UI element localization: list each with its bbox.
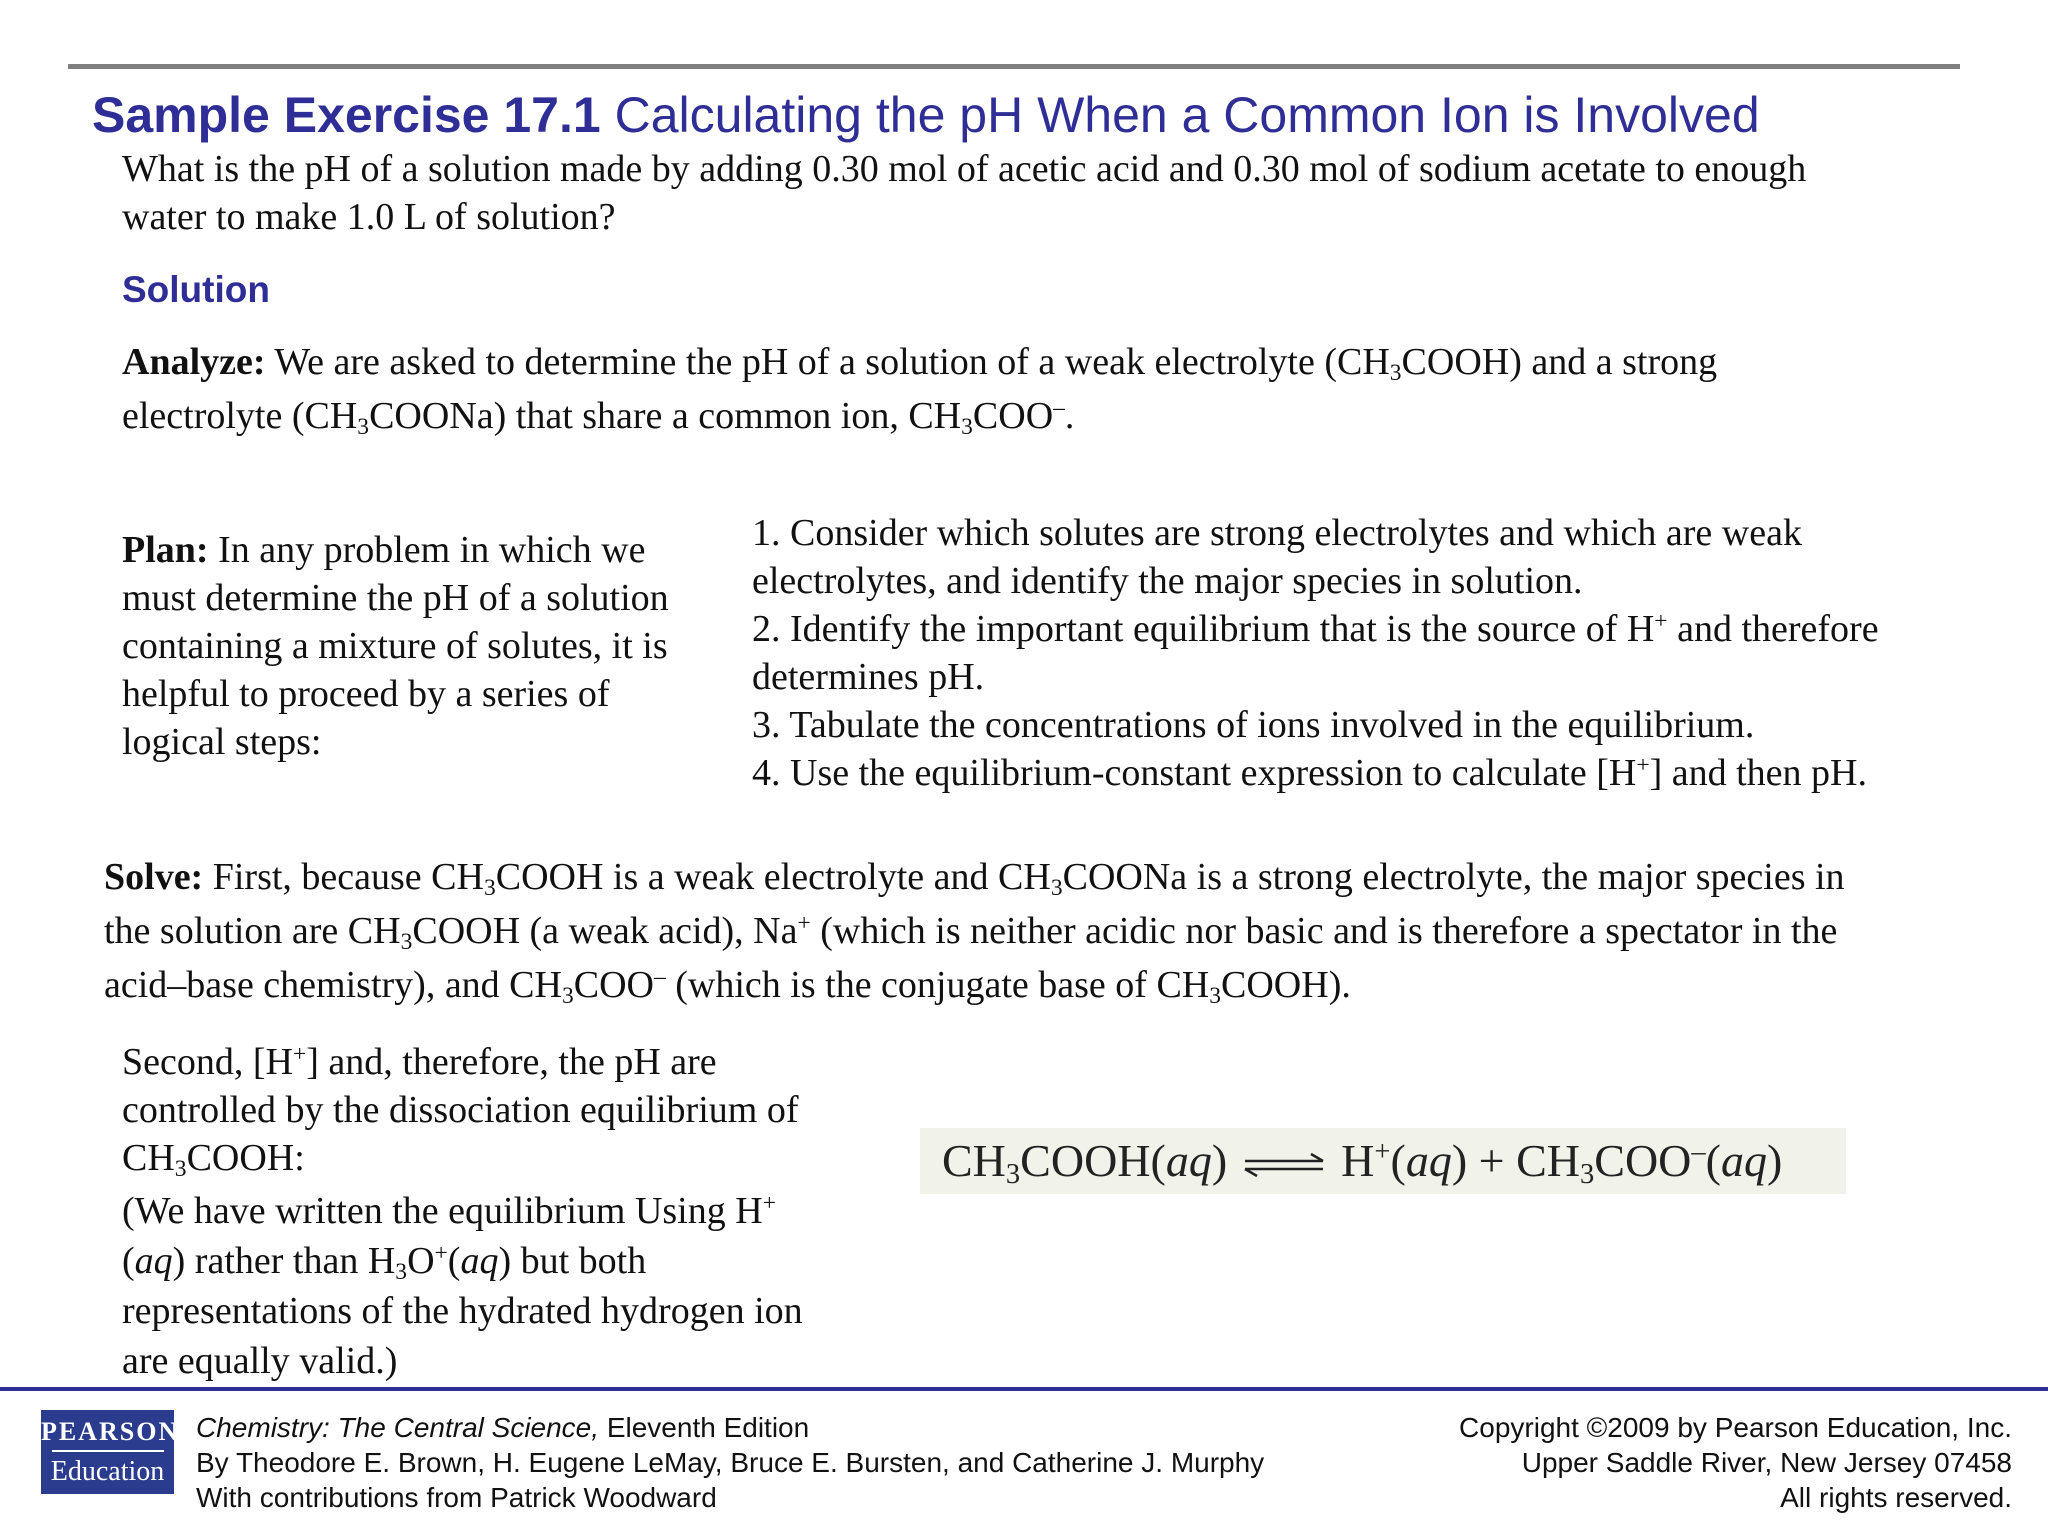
- eq-text: CH: [1516, 1135, 1581, 1186]
- footer-book: [196, 1410, 1264, 1445]
- equilibrium-arrow-icon: [1241, 1152, 1327, 1178]
- superscript: –: [1053, 395, 1065, 422]
- superscript: –: [653, 964, 666, 991]
- second-text: Second, [H: [122, 1041, 293, 1083]
- step-text: and therefore determines pH.: [752, 608, 1879, 698]
- subscript: 3: [1209, 982, 1222, 1009]
- second-text: ] and, therefore, the pH are controlled by the dissociation equilibrium of CH: [122, 1041, 799, 1179]
- superscript: +: [1636, 752, 1650, 779]
- note-text: (We have written the equilibrium Using H: [122, 1190, 763, 1232]
- eq-plus: +: [1478, 1135, 1505, 1186]
- solve-text: (which is neither acidic nor basic and is therefore a spectator in the acid–base chemistry), and CH: [104, 910, 1838, 1006]
- superscript: +: [1654, 608, 1668, 635]
- analyze-text: COOH) and a strong electrolyte (CH: [122, 341, 1718, 437]
- eq-italic: aq: [1721, 1135, 1767, 1186]
- eq-text: CH: [942, 1135, 1006, 1186]
- page-title: [92, 84, 1760, 146]
- superscript: +: [292, 1041, 307, 1068]
- equilibrium-equation: $CH_3COOH(aq) H^+(aq) + CH_3COO^-(aq)$: [920, 1128, 1846, 1194]
- solve-text: COO: [573, 964, 654, 1006]
- eq-text: COO: [1594, 1135, 1692, 1186]
- superscript: +: [434, 1240, 448, 1267]
- second-paragraph: [122, 1038, 842, 1182]
- title-exercise-number: Sample Exercise 17.1: [92, 87, 601, 143]
- subscript: 3: [1050, 874, 1063, 901]
- footer-divider: [0, 1387, 2048, 1391]
- analyze-text: .: [1064, 395, 1075, 437]
- solve-paragraph: [104, 850, 1884, 1012]
- logo-text-top: PEARSON: [41, 1417, 180, 1446]
- analyze-label: Analyze:: [122, 341, 266, 383]
- footer-edition: Eleventh Edition: [599, 1412, 810, 1443]
- footer-rights: All rights reserved.: [1780, 1482, 2012, 1513]
- subscript: 3: [561, 982, 574, 1009]
- subscript: 3: [400, 928, 413, 955]
- plan-step-2: [752, 605, 1882, 701]
- footer-copyright: [1459, 1410, 2012, 1515]
- subscript: 3: [357, 413, 370, 440]
- analyze-text: We are asked to determine the pH of a solution of a weak electrolyte (CH: [265, 341, 1390, 383]
- note-text: ) but both representations of the hydrated hydrogen ion are equally valid.): [122, 1240, 803, 1382]
- footer-authors: By Theodore E. Brown, H. Eugene LeMay, Bruce E. Bursten, and Catherine J. Murphy: [196, 1447, 1265, 1478]
- solve-label: Solve:: [104, 856, 204, 898]
- analyze-text: COO: [972, 395, 1054, 437]
- solve-text: First, because CH: [203, 856, 484, 898]
- question-text: What is the pH of a solution made by adding 0.30 mol of acetic acid and 0.30 mol of sodium acetate to enough water to make 1.0 L of solution?: [122, 148, 1807, 238]
- solution-heading: Solution: [122, 269, 270, 310]
- top-divider: [68, 64, 1960, 69]
- plan-step-1: 1. Consider which solutes are strong electrolytes and which are weak electrolytes, and identify the major species in solution.: [752, 512, 1802, 602]
- plan-label: Plan:: [122, 529, 209, 571]
- subscript: 3: [1389, 359, 1402, 386]
- solve-text: (which is the conjugate base of CH: [665, 964, 1210, 1006]
- analyze-paragraph: [122, 335, 1862, 443]
- title-text: Calculating the pH When a Common Ion is Involved: [614, 87, 1760, 143]
- step-text: ] and then pH.: [1649, 752, 1867, 794]
- note-paragraph: (We have written the equilibrium Using H+ (aq) rather than $H_3O^+(aq)$ but both representations of the hydrated hydrogen ion are equally valid.): [122, 1190, 803, 1382]
- plan-text: In any problem in which we must determine the pH of a solution containing a mixture of solutes, it is helpful to proceed by a series of logical steps:: [122, 529, 669, 763]
- logo-divider: [52, 1450, 164, 1452]
- subscript: 3: [483, 874, 496, 901]
- solve-text: COOH (a weak acid), Na: [412, 910, 798, 952]
- plan-paragraph: [122, 526, 712, 766]
- plan-step-4: [752, 749, 1882, 797]
- subscript: 3: [961, 413, 973, 440]
- footer-citation: [196, 1410, 1264, 1515]
- analyze-text: COONa) that share a common ion, CH: [369, 395, 962, 437]
- plan-steps-list: [752, 509, 1882, 797]
- subscript: 3: [1580, 1159, 1595, 1191]
- solve-text: COOH).: [1221, 964, 1351, 1006]
- footer-book-title: Chemistry: The Central Science,: [196, 1412, 600, 1443]
- eq-text: COOH(: [1020, 1135, 1166, 1186]
- solve-text: COONa is a strong electrolyte, the major species in the solution are CH: [104, 856, 1845, 952]
- pearson-logo: [41, 1410, 180, 1494]
- solve-text: COOH is a weak electrolyte and CH: [495, 856, 1051, 898]
- second-text: COOH:: [186, 1137, 305, 1179]
- step-text: 4. Use the equilibrium-constant expression to calculate [H: [752, 752, 1637, 794]
- footer-address: Upper Saddle River, New Jersey 07458: [1521, 1447, 2012, 1478]
- footer-copyright-line: Copyright ©2009 by Pearson Education, Inc.: [1459, 1412, 2012, 1443]
- eq-italic: aq: [1165, 1135, 1212, 1186]
- note-text: ) rather than H: [172, 1240, 396, 1282]
- eq-text: ): [1211, 1135, 1228, 1186]
- superscript: +: [1374, 1136, 1391, 1168]
- note-italic: aq: [460, 1240, 499, 1282]
- superscript: +: [797, 910, 811, 937]
- subscript: 3: [1005, 1159, 1021, 1191]
- note-italic: aq: [134, 1240, 173, 1282]
- superscript: –: [1691, 1136, 1706, 1168]
- plan-step-3: 3. Tabulate the concentrations of ions involved in the equilibrium.: [752, 704, 1755, 746]
- eq-text: H: [1341, 1135, 1375, 1186]
- note-text: O: [407, 1240, 435, 1282]
- footer-contributions: With contributions from Patrick Woodward: [196, 1482, 717, 1513]
- eq-italic: aq: [1405, 1135, 1452, 1186]
- step-text: 2. Identify the important equilibrium that is the source of H: [752, 608, 1655, 650]
- superscript: +: [762, 1190, 776, 1217]
- subscript: 3: [395, 1258, 408, 1285]
- subscript: 3: [174, 1155, 187, 1182]
- logo-text-bottom: Education: [50, 1456, 165, 1487]
